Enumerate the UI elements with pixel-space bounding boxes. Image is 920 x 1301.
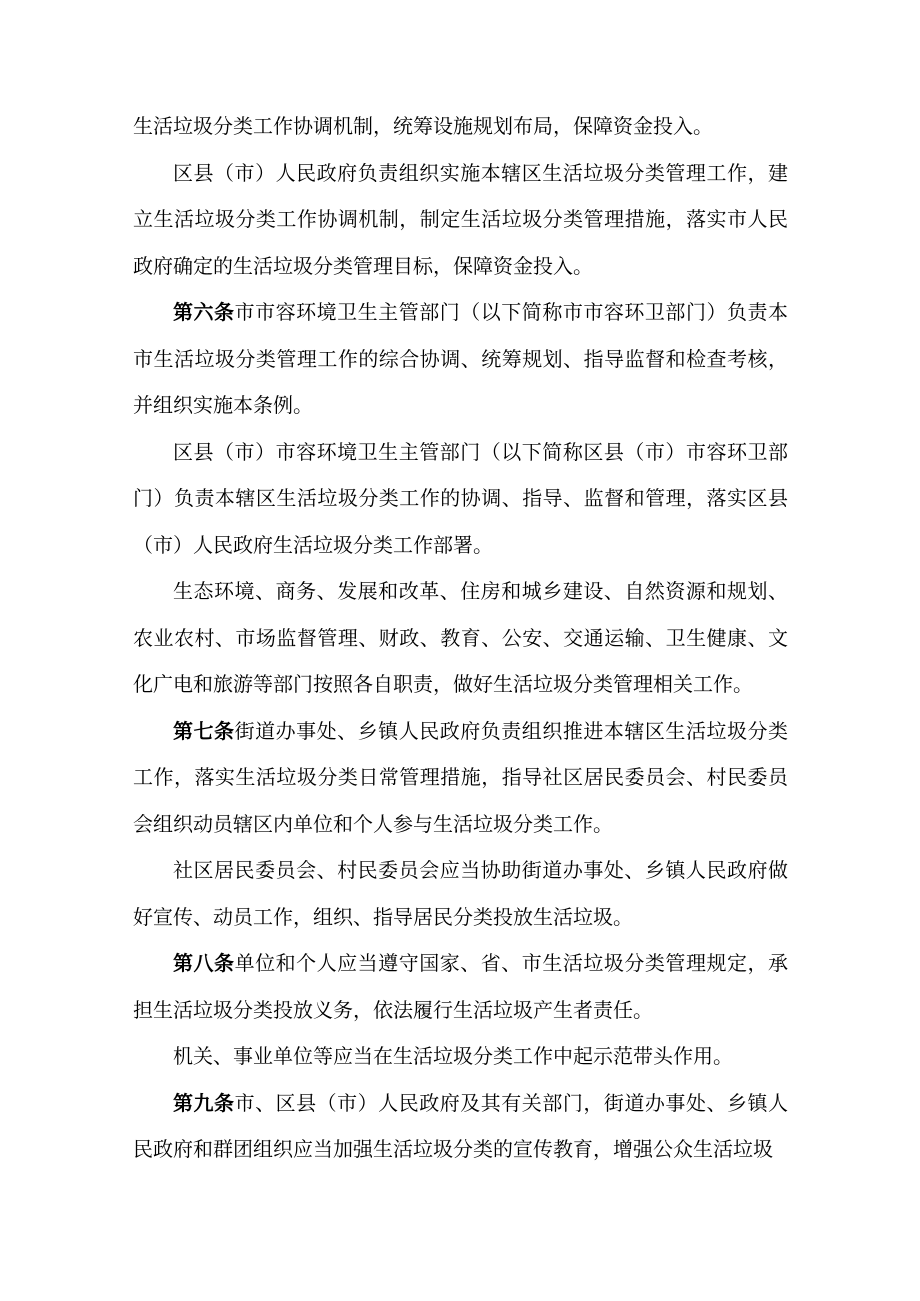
article-heading: 第六条 bbox=[173, 300, 235, 324]
paragraph-departments bbox=[133, 568, 788, 708]
paragraph-text: 生活垃圾分类工作协调机制，统筹设施规划布局，保障资金投入。 bbox=[133, 114, 713, 138]
paragraph-text: 机关、事业单位等应当在生活垃圾分类工作中起示范带头作用。 bbox=[173, 1044, 733, 1068]
article-heading: 第九条 bbox=[173, 1090, 235, 1115]
article-8 bbox=[133, 940, 788, 1033]
paragraph-text: 生态环境、商务、发展和改革、住房和城乡建设、自然资源和规划、农业农村、市场监督管理、财政、教育、公安、交通运输、卫生健康、文化广电和旅游等部门按照各自职责，做好生活垃圾分类管理相关工作。 bbox=[133, 579, 788, 696]
paragraph-text: 区县（市）人民政府负责组织实施本辖区生活垃圾分类管理工作，建立生活垃圾分类工作协调机制，制定生活垃圾分类管理措施，落实市人民政府确定的生活垃圾分类管理目标，保障资金投入。 bbox=[133, 160, 788, 278]
article-7 bbox=[133, 708, 788, 848]
paragraph-district-government bbox=[133, 150, 788, 290]
paragraph-committees bbox=[133, 847, 788, 940]
article-6 bbox=[133, 289, 788, 429]
article-9 bbox=[133, 1080, 788, 1173]
paragraph-text: 街道办事处、乡镇人民政府负责组织推进本辖区生活垃圾分类工作，落实生活垃圾分类日常管理措施，指导社区居民委员会、村民委员会组织动员辖区内单位和个人参与生活垃圾分类工作。 bbox=[133, 718, 789, 836]
paragraph-text: 社区居民委员会、村民委员会应当协助街道办事处、乡镇人民政府做好宣传、动员工作，组织、指导居民分类投放生活垃圾。 bbox=[133, 858, 788, 929]
article-heading: 第七条 bbox=[173, 718, 235, 743]
paragraph-text: 市市容环境卫生主管部门（以下简称市市容环卫部门）负责本市生活垃圾分类管理工作的综合协调、统筹规划、指导监督和检查考核，并组织实施本条例。 bbox=[133, 300, 789, 417]
article-heading: 第八条 bbox=[173, 951, 235, 975]
paragraph-continuation bbox=[133, 103, 788, 150]
paragraph-institutions bbox=[133, 1033, 788, 1080]
paragraph-text: 区县（市）市容环境卫生主管部门（以下简称区县（市）市容环卫部门）负责本辖区生活垃圾分类工作的协调、指导、监督和管理，落实区县（市）人民政府生活垃圾分类工作部署。 bbox=[133, 439, 788, 557]
paragraph-text: 市、区县（市）人民政府及其有关部门，街道办事处、乡镇人民政府和群团组织应当加强生活垃圾分类的宣传教育，增强公众生活垃圾 bbox=[133, 1090, 789, 1161]
paragraph-district-sanitation bbox=[133, 429, 788, 569]
paragraph-text: 单位和个人应当遵守国家、省、市生活垃圾分类管理规定，承担生活垃圾分类投放义务，依法履行生活垃圾产生者责任。 bbox=[133, 951, 789, 1022]
regulation-text bbox=[133, 103, 788, 1173]
